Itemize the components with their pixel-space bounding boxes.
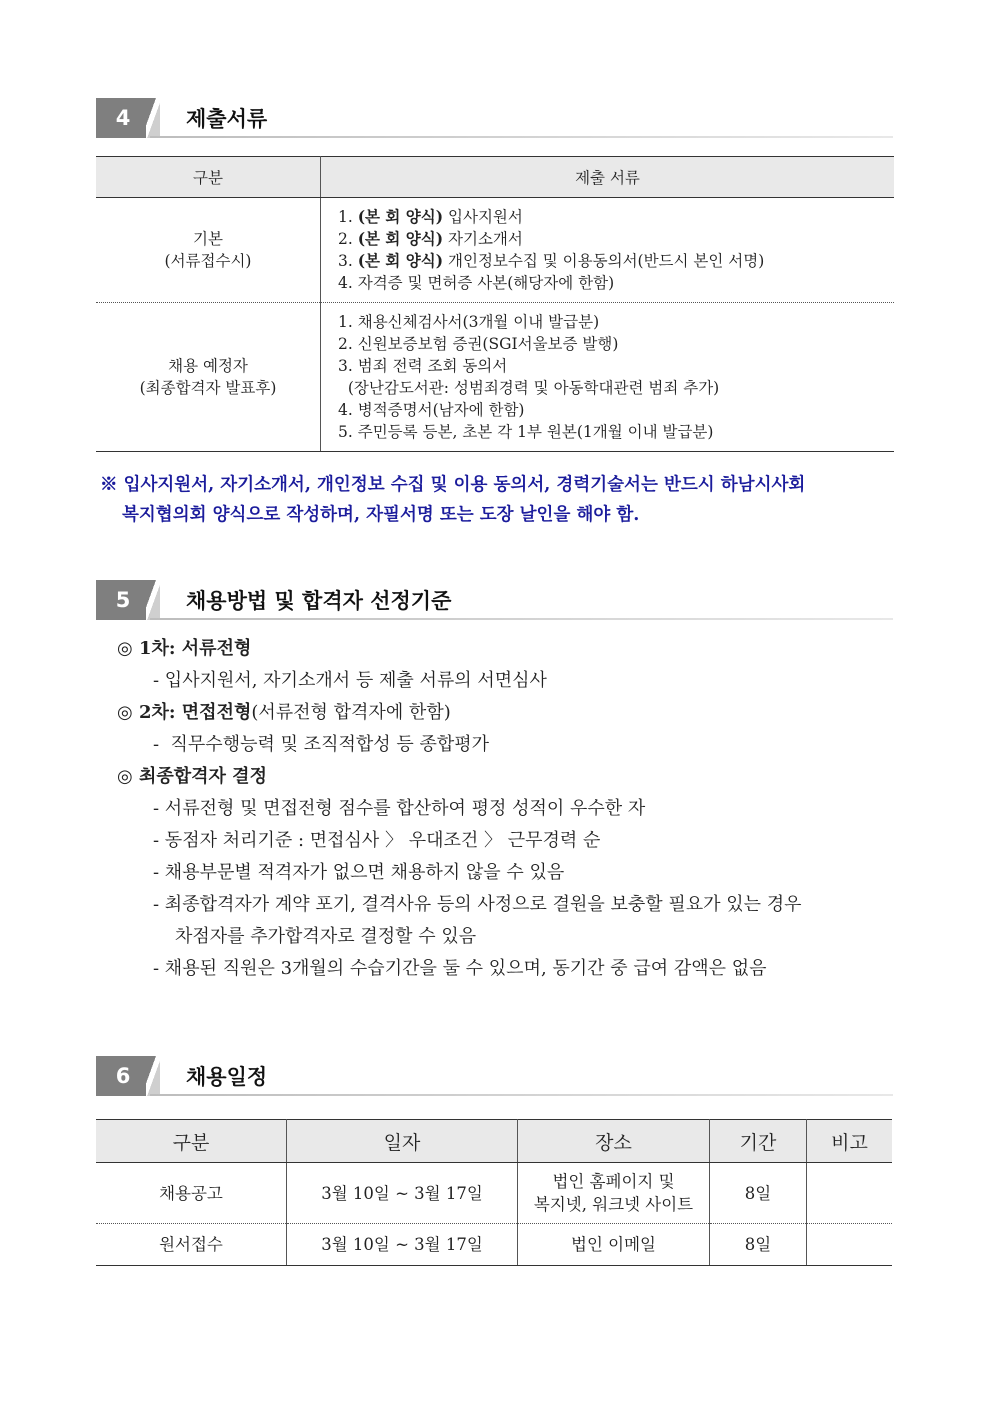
table-row [96,198,894,303]
item-bold: (본 회 양식) [357,207,444,226]
item-text: 채용신체검사서(3개월 이내 발급분) [357,313,600,331]
category-line: (최종합격자 발표후) [139,379,277,397]
category-line: 채용 예정자 [168,357,248,375]
category-cell [96,198,321,303]
list-item [338,311,894,333]
list-item [338,355,894,377]
stage-heading: ◎ 최종합격자 결정 [117,766,267,787]
item-text: 신원보증보험 증권(SGI서울보증 발행) [357,335,619,353]
section-number: 4 [96,98,150,138]
item-number: 5. [338,423,358,441]
table-header-row [96,1120,892,1163]
table-row [96,1224,892,1266]
stage-heading: ◎ 1차: 서류전형 [117,638,252,659]
header-category: 구분 [96,1120,287,1163]
item-text: (장난감도서관: 성범죄경력 및 아동학대관련 범죄 추가) [338,379,720,397]
item-bold: (본 회 양식) [357,229,444,248]
item-text: 주민등록 등본, 초본 각 1부 원본(1개월 이내 발급분) [357,423,714,441]
section-6-header [96,1056,893,1096]
stage-item: - 직무수행능력 및 조직적합성 등 종합평가 [153,734,490,755]
item-number: 2. [338,230,358,248]
place-cell [518,1163,710,1224]
documents-cell [321,303,895,452]
place-line: 법인 홈페이지 및 [552,1172,675,1191]
stage-item: - 채용부문별 적격자가 없으면 채용하지 않을 수 있음 [153,862,565,883]
header-note: 비고 [807,1120,893,1163]
period-cell: 8일 [710,1163,807,1224]
header-slash-decoration [146,1056,160,1096]
item-number: 4. [338,274,358,292]
stage-item: - 서류전형 및 면접전형 점수를 합산하여 평정 성적이 우수한 자 [153,798,646,819]
stage-item: - 동점자 처리기준 : 면접심사 〉 우대조건 〉 근무경력 순 [153,830,601,851]
stage-item: - 입사지원서, 자기소개서 등 제출 서류의 서면심사 [153,670,547,691]
header-rule [150,618,893,620]
list-item [338,228,894,250]
category-line: (서류접수시) [164,252,252,270]
stage-heading-suffix: (서류전형 합격자에 한함) [251,702,451,723]
item-number: 4. [338,401,358,419]
item-text: 개인정보수집 및 이용동의서(반드시 본인 서명) [443,252,765,270]
date-cell: 3월 10일 ~ 3월 17일 [287,1224,518,1266]
place-line: 복지넷, 워크넷 사이트 [533,1195,694,1214]
stage-item-continued: 차점자를 추가합격자로 결정할 수 있음 [175,926,477,947]
category-cell: 원서접수 [96,1224,287,1266]
documents-table [96,156,894,452]
item-text: 자기소개서 [443,230,523,248]
stage-item: - 최종합격자가 계약 포기, 결격사유 등의 사정으로 결원을 보충할 필요가 있는 경우 [153,894,802,915]
item-text: 병적증명서(남자에 한함) [357,401,525,419]
section-title: 채용일정 [186,1065,268,1089]
stage-heading [117,697,802,729]
header-rule [150,136,893,138]
table-row [96,303,894,452]
note-cell [807,1224,893,1266]
place-cell: 법인 이메일 [518,1224,710,1266]
item-text: 자격증 및 면허증 사본(해당자에 한함) [357,274,615,292]
stage-item: - 채용된 직원은 3개월의 수습기간을 둘 수 있으며, 동기간 중 급여 감액은 없음 [153,958,767,979]
list-item [338,206,894,228]
list-item [338,333,894,355]
category-cell [96,303,321,452]
item-number: 2. [338,335,358,353]
category-cell: 채용공고 [96,1163,287,1224]
item-number: 1. [338,313,358,331]
table-row [96,1163,892,1224]
schedule-table [96,1119,892,1266]
note-cell [807,1163,893,1224]
item-number: 3. [338,357,358,375]
section-title: 채용방법 및 합격자 선정기준 [186,589,452,613]
list-item [338,399,894,421]
documents-cell [321,198,895,303]
section-title: 제출서류 [186,107,268,131]
item-number: 1. [338,208,358,226]
item-text: 범죄 전력 조회 동의서 [357,357,508,375]
section-5-header [96,580,893,620]
item-bold: (본 회 양식) [357,251,444,270]
note-line: ※ 입사지원서, 자기소개서, 개인정보 수집 및 이용 동의서, 경력기술서는 반드시 하남시사회 [100,475,806,495]
item-number: 3. [338,252,358,270]
section-number: 6 [96,1056,150,1096]
header-documents: 제출 서류 [321,157,895,198]
header-date: 일자 [287,1120,518,1163]
table-header-row [96,157,894,198]
header-slash-decoration [146,580,160,620]
section-4-header [96,98,893,138]
period-cell: 8일 [710,1224,807,1266]
header-period: 기간 [710,1120,807,1163]
category-line: 기본 [193,230,223,248]
note-line: 복지협의회 양식으로 작성하며, 자필서명 또는 도장 날인을 해야 함. [122,505,640,525]
list-item [338,421,894,443]
stage-heading-bold: ◎ 2차: 면접전형 [117,702,252,723]
header-rule [150,1094,893,1096]
header-category: 구분 [96,157,321,198]
item-text: 입사지원서 [443,208,523,226]
date-cell: 3월 10일 ~ 3월 17일 [287,1163,518,1224]
section-number: 5 [96,580,150,620]
header-place: 장소 [518,1120,710,1163]
header-slash-decoration [146,98,160,138]
list-item [338,272,894,294]
list-item [338,250,894,272]
selection-criteria [117,633,802,985]
submission-note [100,470,900,530]
list-item [338,377,894,399]
